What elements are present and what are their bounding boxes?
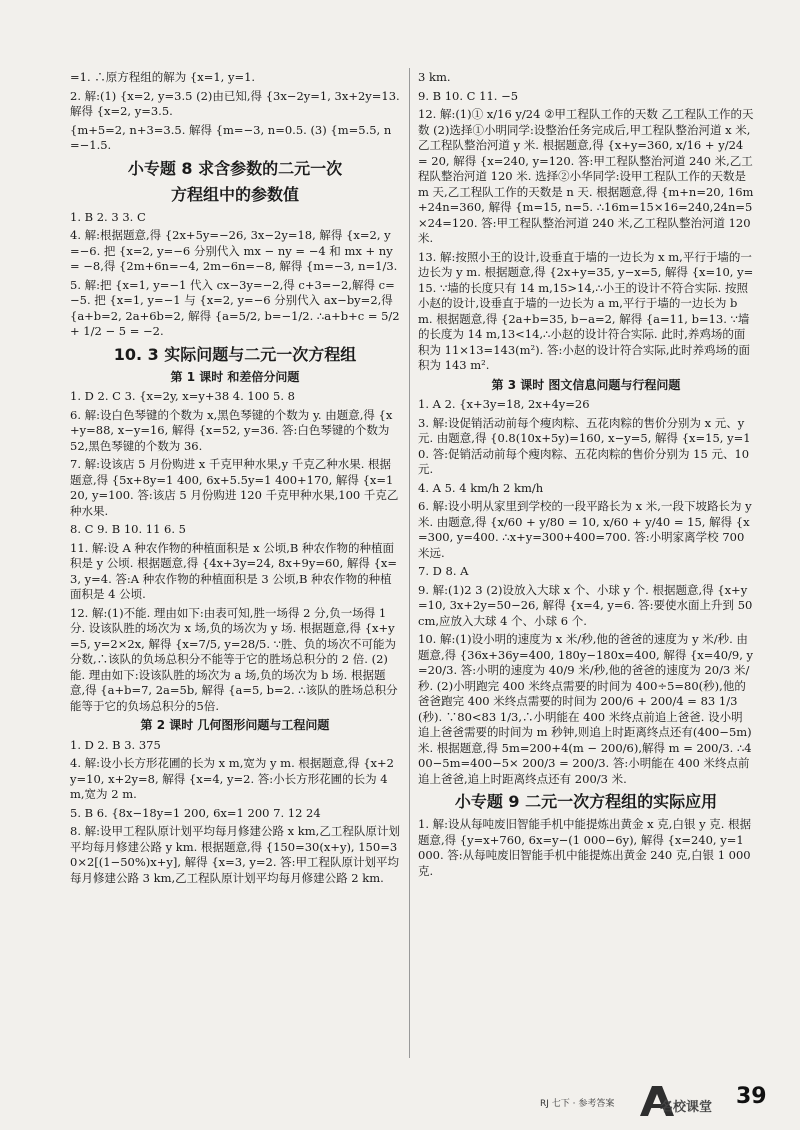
- left-column: [70, 70, 400, 889]
- answer-paragraph: 6. 解:设白色琴键的个数为 x,黑色琴键的个数为 y. 由题意,得 {x+y=88, x−y=16, 解得 {x=52, y=36. 答:白色琴键的个数为 52,黑色琴键的个数为 36.: [70, 407, 393, 453]
- answer-paragraph: 3 km.: [418, 70, 451, 84]
- answer-paragraph: 5. B 6. {8x−18y=1 200, 6x=1 200 7. 12 24: [70, 805, 321, 820]
- answer-paragraph: 5. 解:把 {x=1, y=−1 代入 cx−3y=−2,得 c+3=−2,解得 c=−5. 把 {x=1, y=−1 与 {x=2, y=−6 分别代入 ax−by=2,得 {a+b=2, 2a+6b=2, 解得 {a=5/2, b=−1/2. ∴a+b+c = 5/2 + 1/2 − 5 = −2.: [70, 277, 400, 338]
- answer-paragraph: 12. 解:(1)不能. 理由如下:由表可知,胜一场得 2 分,负一场得 1 分. 设该队胜的场次为 x 场,负的场次为 y 场. 根据题意,得 {x+y=5, y=2×2x, 解得 {x=7/5, y=28/5. ∵胜、负的场次不可能为分数,∴该队的负场总积分不能等于它的胜场总积分的 2 倍. (2)能. 理由如下:设该队胜的场次为 a 场,负的场次为 b 场. 根据题意,得 {a+b=7, 2a=5b, 解得 {a=5, b=2. ∴该队的胜场总积分能等于它的负场总积分的5倍.: [70, 605, 398, 713]
- section-heading: 小专题 8 求含参数的二元一次: [127, 158, 343, 178]
- answer-paragraph: 1. D 2. C 3. {x=2y, x=y+38 4. 100 5. 8: [70, 389, 295, 403]
- lesson-heading: 第 2 课时 几何图形问题与工程问题: [140, 718, 330, 732]
- answer-paragraph: 1. B 2. 3 3. C: [70, 209, 146, 224]
- footer-logo-text: 名校课堂: [660, 1100, 713, 1115]
- answer-paragraph: 4. A 5. 4 km/h 2 km/h: [418, 480, 544, 495]
- answer-paragraph: 4. 解:根据题意,得 {2x+5y=−26, 3x−2y=18, 解得 {x=2, y=−6. 把 {x=2, y=−6 分别代入 mx − ny = −4 和 mx + ny = −8,得 {2m+6n=−4, 2m−6n=−8, 解得 {m=−3, n=1/3.: [70, 228, 398, 273]
- section-heading: 方程组中的参数值: [170, 184, 299, 204]
- answer-paragraph: =1. ∴原方程组的解为 {x=1, y=1.: [70, 70, 256, 84]
- answer-paragraph: {m+5=2, n+3=3.5. 解得 {m=−3, n=0.5. (3) {m=5.5, n=−1.5.: [70, 122, 392, 152]
- footer-book-label: RJ 七下 · 参考答案: [540, 1099, 615, 1109]
- answer-paragraph: 7. D 8. A: [418, 564, 469, 578]
- answer-paragraph: 1. 解:设从每吨废旧智能手机中能提炼出黄金 x 克,白银 y 克. 根据题意,得 {y=x+760, 6x=y−(1 000−6y), 解得 {x=240, y=1 000. 答:从每吨废旧智能手机中能提炼出黄金 240 克,白银 1 000 克.: [418, 817, 752, 878]
- answer-paragraph: 12. 解:(1)① x/16 y/24 ②甲工程队工作的天数 乙工程队工作的天数 (2)选择①小明同学:设整治任务完成后,甲工程队整治河道 x 米,乙工程队整治河道 y 米. 根据题意,得 {x+y=360, x/16 + y/24 = 20, 解得 {x=240, y=120. 答:甲工程队整治河道 240 米,乙工程队整治河道 120 米. 选择②小华同学:设甲工程队工作的天数是 m 天,乙工程队工作的天数是 n 天. 根据题意,得 {m+n=20, 16m+24n=360, 解得 {m=15, n=5. ∴16m=15×16=240,24n=5×24=120. 答:甲工程队整治河道 240 米,乙工程队整治河道 120 米.: [418, 107, 754, 245]
- page-footer: [540, 1080, 767, 1120]
- section-heading: 10. 3 实际问题与二元一次方程组: [113, 344, 357, 364]
- column-divider: [409, 68, 410, 1058]
- page-number: 39: [736, 1084, 767, 1109]
- answer-paragraph: 1. D 2. B 3. 375: [70, 737, 161, 752]
- answer-paragraph: 1. A 2. {x+3y=18, 2x+4y=26: [418, 397, 590, 411]
- answer-paragraph: 3. 解:设促销活动前每个瘦肉粽、五花肉粽的售价分别为 x 元、y 元. 由题意,得 {0.8(10x+5y)=160, x−y=5, 解得 {x=15, y=10. 答:促销活动前每个瘦肉粽、五花肉粽的售价分别为 15 元、10 元.: [418, 415, 751, 476]
- lesson-heading: 第 3 课时 图文信息问题与行程问题: [491, 377, 681, 392]
- answer-paragraph: 9. B 10. C 11. −5: [418, 88, 519, 103]
- answer-paragraph: 4. 解:设小长方形花圃的长为 x m,宽为 y m. 根据题意,得 {x+2y=10, x+2y=8, 解得 {x=4, y=2. 答:小长方形花圃的长为 4 m,宽为 2 m.: [70, 756, 394, 801]
- answer-paragraph: 2. 解:(1) {x=2, y=3.5 (2)由已知,得 {3x−2y=1, 3x+2y=13. 解得 {x=2, y=3.5.: [70, 88, 400, 118]
- right-column: [418, 70, 754, 882]
- answer-paragraph: 11. 解:设 A 种农作物的种植面积是 x 公顷,B 种农作物的种植面积是 y 公顷. 根据题意,得 {4x+3y=24, 8x+9y=60, 解得 {x=3, y=4. 答:A 种农作物的种植面积是 3 公顷,B 种农作物的种植面积是 4 公顷.: [70, 540, 398, 601]
- answer-paragraph: 9. 解:(1)2 3 (2)设放入大球 x 个、小球 y 个. 根据题意,得 {x+y=10, 3x+2y=50−26, 解得 {x=4, y=6. 答:要使水面上升到 50 cm,应放入大球 4 个、小球 6 个.: [418, 582, 753, 628]
- answer-paragraph: 8. 解:设甲工程队原计划平均每月修建公路 x km,乙工程队原计划平均每月修建公路 y km. 根据题意,得 {150=30(x+y), 150=30×2[(1−50%)x+y], 解得 {x=3, y=2. 答:甲工程队原计划平均每月修建公路 3 km,乙工程队原计划平均每月修建公路 2 km.: [70, 824, 400, 885]
- answer-paragraph: 13. 解:按照小王的设计,设垂直于墙的一边长为 x m,平行于墙的一边长为 y m. 根据题意,得 {2x+y=35, y−x=5, 解得 {x=10, y=15. ∵墙的长度只有 14 m,15>14,∴小王的设计不符合实际. 按照小赵的设计,设垂直于墙的一边长为 a m,平行于墙的一边长为 b m. 根据题意,得 {2a+b=35, b−a=2, 解得 {a=11, b=13. ∵墙的长度为 14 m,13<14,∴小赵的设计符合实际. 此时,养鸡场的面积为 11×13=143(m²). 答:小赵的设计符合实际,此时养鸡场的面积为 143 m².: [418, 249, 754, 372]
- answer-paragraph: 10. 解:(1)设小明的速度为 x 米/秒,他的爸爸的速度为 y 米/秒. 由题意,得 {36x+36y=400, 180y−180x=400, 解得 {x=40/9, y=20/3. 答:小明的速度为 40/9 米/秒,他的爸爸的速度为 20/3 米/秒. (2)小明跑完 400 米终点需要的时间为 400÷5=80(秒),他的爸爸跑完 400 米终点需要的时间为 200/6 + 200/4 = 83 1/3(秒). ∵80<83 1/3,∴小明能在 400 米终点前追上爸爸. 设小明追上爸爸需要的时间为 m 秒钟,则追上时距离终点还有(400−5m)米. 根据题意,得 5m=200+4(m − 200/6),解得 m = 200/3. ∴400−5m=400−5× 200/3 = 200/3. 答:小明能在 400 米终点前追上爸爸,追上时距离终点还有 200/3 米.: [418, 632, 754, 786]
- answer-paragraph: 8. C 9. B 10. 11 6. 5: [70, 522, 186, 536]
- answer-paragraph: 6. 解:设小明从家里到学校的一段平路长为 x 米,一段下坡路长为 y 米. 由题意,得 {x/60 + y/80 = 10, x/60 + y/40 = 15, 解得 {x=300, y=400. ∴x+y=300+400=700. 答:小明家离学校 700 米远.: [418, 499, 752, 560]
- section-heading: 小专题 9 二元一次方程组的实际应用: [454, 792, 718, 811]
- answer-paragraph: 7. 解:设该店 5 月份购进 x 千克甲种水果,y 千克乙种水果. 根据题意,得 {5x+8y=1 400, 6x+5.5y=1 400+170, 解得 {x=120, y=100. 答:该店 5 月份购进 120 千克甲种水果,100 千克乙种水果.: [70, 457, 399, 518]
- lesson-heading: 第 1 课时 和差倍分问题: [170, 369, 300, 384]
